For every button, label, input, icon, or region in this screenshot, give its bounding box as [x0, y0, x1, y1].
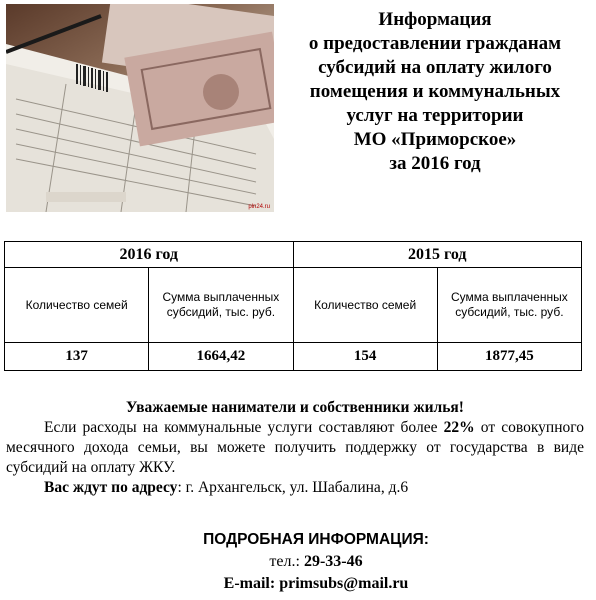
address-line — [6, 478, 584, 498]
eligibility-paragraph — [6, 418, 584, 478]
table-header-row — [5, 242, 582, 268]
contact-heading: ПОДРОБНАЯ ИНФОРМАЦИЯ: — [203, 531, 429, 548]
year-header-2015: 2015 год — [293, 242, 582, 268]
email-line — [96, 573, 536, 595]
title-line: за 2016 год — [389, 153, 481, 174]
title-line: о предоставлении гражданам — [308, 33, 562, 54]
title-line: Информация — [378, 9, 492, 30]
families-2016: 137 — [5, 343, 149, 371]
greeting: Уважаемые наниматели и собственники жилья! — [126, 399, 464, 416]
address-label: Вас ждут по адресу — [44, 479, 178, 496]
title-line: субсидий на оплату жилого — [318, 57, 552, 78]
phone-line — [96, 551, 536, 573]
address-value: : г. Архангельск, ул. Шабалина, д.6 — [177, 479, 409, 496]
income-threshold: 22% — [443, 419, 475, 436]
title-line: услуг на территории — [346, 105, 524, 126]
table-subheader-row — [5, 268, 582, 343]
table-row — [5, 343, 582, 371]
title-line: помещения и коммунальных — [309, 81, 561, 102]
contact-block — [96, 529, 536, 595]
amount-2016: 1664,42 — [149, 343, 293, 371]
column-header-amount: Сумма выплаченных субсидий, тыс. руб. — [437, 268, 581, 343]
notice-block — [6, 398, 584, 498]
photo-bills-and-money — [6, 4, 274, 212]
title-line: МО «Приморское» — [353, 129, 517, 150]
phone-label: тел.: — [269, 553, 304, 570]
email-address: primsubs@mail.ru — [279, 575, 409, 592]
eligibility-text: от совокупного месячного дохода семьи, вы можете получить поддержку от государства в виде субсидий на оплату ЖКУ. — [6, 419, 584, 476]
page-title — [278, 8, 592, 176]
bills-illustration — [6, 4, 274, 212]
column-header-families: Количество семей — [5, 268, 149, 343]
photo-credit: pln24.ru — [248, 204, 270, 210]
phone-number: 29-33-46 — [303, 553, 363, 570]
eligibility-text: Если расходы на коммунальные услуги составляют более — [44, 419, 444, 436]
column-header-families: Количество семей — [293, 268, 437, 343]
column-header-amount: Сумма выплаченных субсидий, тыс. руб. — [149, 268, 293, 343]
year-header-2016: 2016 год — [5, 242, 294, 268]
amount-2015: 1877,45 — [437, 343, 581, 371]
subsidy-stats-table — [4, 241, 582, 371]
email-label: E-mail: — [223, 575, 280, 592]
families-2015: 154 — [293, 343, 437, 371]
